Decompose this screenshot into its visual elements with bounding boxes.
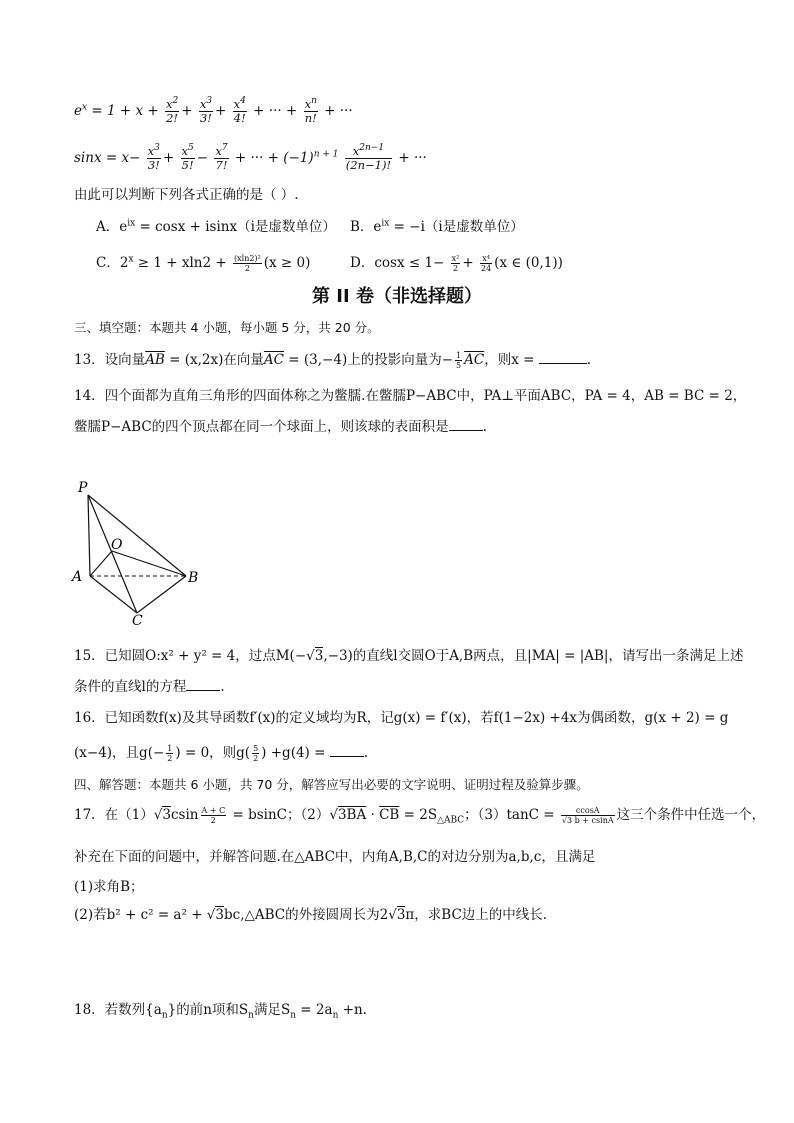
answer-blank xyxy=(186,677,220,691)
fraction: $\frac{\text{x²}}{2}$ xyxy=(451,254,460,273)
q16-line2: (x−4)，且g(− $\frac{1}{2}$ ) = 0，则g( $\frac{5}{2}$ ) +g(4) = . xyxy=(74,744,369,763)
q17-part1: (1)求角B； xyxy=(74,879,144,895)
label-c: C xyxy=(132,613,143,628)
q13: 13．设向量$\overline{AB} = (x,2x)$在向量$\overline{AC} = (3,-4)$上的投影向量为− $\frac{1}{5}$ $\overline{AC}$，则x = . xyxy=(74,351,592,370)
fraction: $\frac{5}{2}$ xyxy=(253,744,259,763)
fraction: $\frac{x^4}{4!}$ xyxy=(233,96,246,125)
tetrahedron-figure xyxy=(64,478,214,628)
q14-line1: 14．四个面都为直角三角形的四面体称之为鳖臑.在鳖臑P−ABC中，PA⊥平面ABC，PA = 4，AB = BC = 2， xyxy=(74,388,747,404)
q12-option-d: D．cosx ≤ 1− $\frac{\text{x²}}{2}$ + $\frac{\text{x⁴}}{24}$ (x ∈ (0,1)) xyxy=(350,254,563,273)
answer-blank xyxy=(449,417,483,431)
section3-heading: 三、填空题：本题共 4 小题，每小题 5 分，共 20 分。 xyxy=(74,320,380,335)
label-o: O xyxy=(111,537,123,553)
q17-line1: 17．在（1）√3csin $\frac{A + C}{2}$ = bsinC；$(2)√3\overline{BA} \cdot \overline{CB} = 2S_{\triangle ABC}$；（3）tanC = $\frac{ccosA}{√3 b + csinA}$ 这三个条件中任选一个， xyxy=(74,806,766,826)
q14-line2: 鳖臑P−ABC的四个顶点都在同一个球面上，则该球的表面积是 . xyxy=(74,419,487,435)
q12-option-c: C．$2^x \ge 1 + xln2$ + $\frac{\text{(xln2)²}}{2}$ (x ≥ 0) xyxy=(96,254,311,273)
exp-series-formula: $e^x = 1 + x$ + $\frac{x^2}{2!}$ + $\frac{x^3}{3!}$ + $\frac{x^4}{4!}$ + ··· + $\frac{x^n}{n!}$ + ··· xyxy=(74,96,353,125)
fraction: $\frac{x^n}{n!}$ xyxy=(304,96,317,125)
fraction: $\frac{\text{(xln2)²}}{2}$ xyxy=(234,254,261,273)
answer-blank xyxy=(539,350,587,364)
q18: 18．若数列$\{a_n\}$的前n项和$S_n$满足$S_n = 2a_n +n$. xyxy=(74,1002,367,1021)
fraction: $\frac{\text{x⁴}}{24}$ xyxy=(480,254,492,273)
q12-prompt: 由此可以判断下列各式正确的是（ ）. xyxy=(74,187,299,203)
q15-line1: 15．已知圆O:x² + y² = 4，过点M(−√3,−3)的直线l交圆O于A,B两点，且|MA| = |AB|，请写出一条满足上述 xyxy=(74,648,744,664)
fraction: $\frac{x^{2n-1}}{(2n-1)!}$ xyxy=(345,143,392,172)
fraction: $\frac{ccosA}{√3 b + csinA}$ xyxy=(561,806,614,825)
sin-series-formula: sinx = x− $\frac{x^3}{3!}$ + $\frac{x^5}{5!}$ − $\frac{x^7}{7!}$ + ··· + $(-1)^{n + 1}$ $\frac{x^{2n-1}}{(2n-1)!}$ + ··· xyxy=(74,143,427,172)
label-b: B xyxy=(188,570,199,586)
q16-line1: 16．已知函数f(x)及其导函数f′(x)的定义域均为R，记g(x) = f′(x)，若f(1−2x) +4x为偶函数，g(x + 2) = g xyxy=(74,710,729,726)
q17-part2: (2)若b² + c² = a² + √3bc,△ABC的外接圆周长为2√3π，求BC边上的中线长. xyxy=(74,907,548,923)
fraction: $\frac{A + C}{2}$ xyxy=(201,806,226,825)
fraction: $\frac{x^3}{3!}$ xyxy=(147,143,160,172)
q17-line2: 补充在下面的问题中，并解答问题.在△ABC中，内角A,B,C的对边分别为a,b,c，且满足 xyxy=(74,849,596,865)
label-p: P xyxy=(78,480,88,496)
fraction: $\frac{x^7}{7!}$ xyxy=(215,143,228,172)
q12-option-a: A．$e^{ix} = \cos x + isinx(i$是虚数单位） xyxy=(96,218,336,235)
fraction: $\frac{1}{5}$ xyxy=(456,351,462,370)
answer-blank xyxy=(330,743,364,757)
fraction: $\frac{x^5}{5!}$ xyxy=(181,143,194,172)
fraction: $\frac{1}{2}$ xyxy=(167,744,173,763)
section4-heading: 四、解答题：本题共 6 小题，共 70 分，解答应写出必要的文字说明、证明过程及验算步骤。 xyxy=(74,777,589,792)
label-a: A xyxy=(72,569,83,585)
fraction: $\frac{x^3}{3!}$ xyxy=(199,96,213,125)
q15-line2: 条件的直线l的方程 . xyxy=(74,679,225,695)
fraction: $\frac{x^2}{2!}$ xyxy=(165,96,179,125)
q12-option-b: B．$e^{ix} = -i(i$是虚数单位） xyxy=(350,218,524,235)
part2-title: 第 II 卷（非选择题） xyxy=(312,286,482,307)
